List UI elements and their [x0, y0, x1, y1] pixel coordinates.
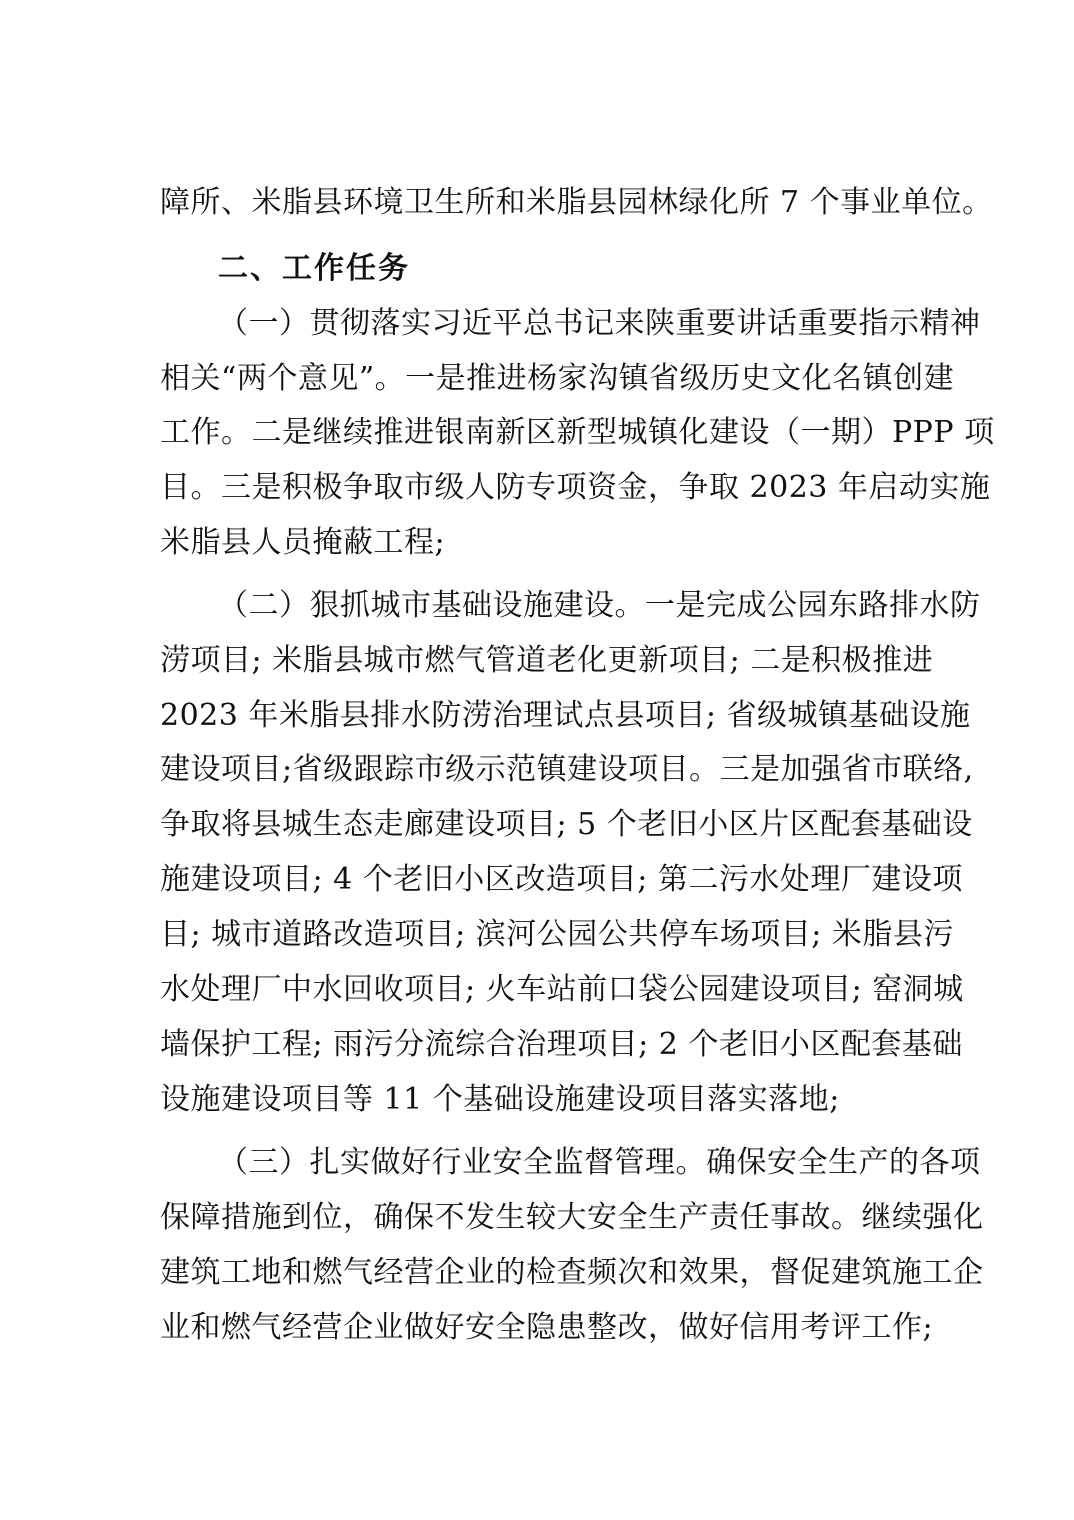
paragraph-line: 设施建设项目等 11 个基础设施建设项目落实落地;: [160, 1082, 840, 1117]
paragraph-line: 水处理厂中水回收项目; 火车站前口袋公园建设项目; 窑洞城: [160, 972, 964, 1007]
paragraph-line: 争取将县城生态走廊建设项目; 5 个老旧小区片区配套基础设: [160, 807, 973, 842]
paragraph-line: 米脂县人员掩蔽工程;: [160, 525, 446, 560]
paragraph-line: 建筑工地和燃气经营企业的检查频次和效果，督促建筑施工企: [160, 1255, 984, 1290]
paragraph-line: 施建设项目; 4 个老旧小区改造项目; 第二污水处理厂建设项: [160, 862, 963, 897]
paragraph-line: （三）扎实做好行业安全监督管理。确保安全生产的各项: [218, 1145, 981, 1180]
section-heading: 二、工作任务: [218, 251, 410, 286]
intro-tail-line: 障所、米脂县环境卫生所和米脂县园林绿化所 7 个事业单位。: [160, 185, 993, 220]
paragraph-line: 相关“两个意见”。一是推进杨家沟镇省级历史文化名镇创建: [160, 361, 955, 396]
paragraph-line: 建设项目;省级跟踪市级示范镇建设项目。三是加强省市联络,: [160, 752, 974, 787]
paragraph-line: 目。三是积极争取市级人防专项资金，争取 2023 年启动实施: [160, 470, 991, 505]
paragraph-line: 涝项目; 米脂县城市燃气管道老化更新项目; 二是积极推进: [160, 643, 934, 678]
paragraph-line: 2023 年米脂县排水防涝治理试点县项目; 省级城镇基础设施: [160, 698, 971, 733]
paragraph-line: 业和燃气经营企业做好安全隐患整改，做好信用考评工作;: [160, 1310, 934, 1345]
paragraph-line: （一）贯彻落实习近平总书记来陕重要讲话重要指示精神: [218, 306, 981, 341]
paragraph-line: （二）狠抓城市基础设施建设。一是完成公园东路排水防: [218, 588, 981, 623]
paragraph-line: 工作。二是继续推进银南新区新型城镇化建设（一期）PPP 项: [160, 415, 995, 450]
paragraph-line: 保障措施到位，确保不发生较大安全生产责任事故。继续强化: [160, 1200, 984, 1235]
paragraph-line: 目; 城市道路改造项目; 滨河公园公共停车场项目; 米脂县污: [160, 917, 954, 952]
paragraph-line: 墙保护工程; 雨污分流综合治理项目; 2 个老旧小区配套基础: [160, 1027, 963, 1062]
